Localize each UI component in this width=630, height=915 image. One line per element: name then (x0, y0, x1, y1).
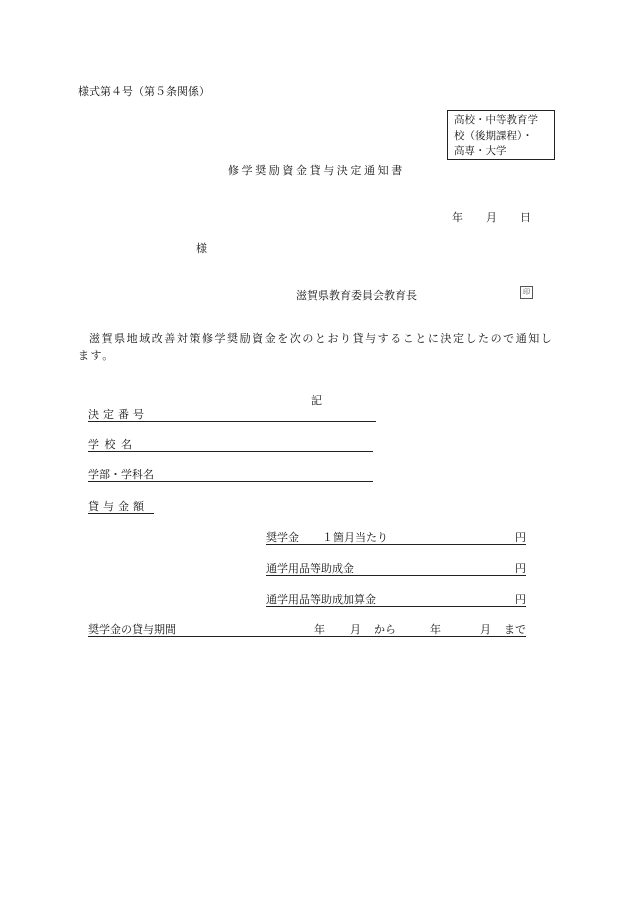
ki-heading: 記 (311, 394, 322, 407)
underline (88, 481, 373, 482)
underline (88, 636, 526, 637)
yen-unit: 円 (515, 531, 526, 544)
period-end-year: 年 (430, 623, 441, 636)
school-type-box (447, 110, 555, 160)
period-until: まで (504, 623, 526, 636)
date-year-label: 年 (452, 211, 463, 224)
yen-unit: 円 (515, 593, 526, 606)
yen-unit: 円 (515, 562, 526, 575)
underline (266, 575, 526, 576)
underline (88, 451, 373, 452)
underline (266, 544, 526, 545)
scholarship-amount-field[interactable] (266, 529, 526, 545)
amount-sublabel: １箇月当たり (322, 531, 388, 544)
school-type-line: 校（後期課程）・ (454, 129, 533, 142)
decision-number-label: 決定番号 (88, 408, 148, 421)
amount-label: 奨学金 (266, 531, 299, 544)
supplies-subsidy-field[interactable] (266, 560, 526, 576)
department-label: 学部・学科名 (88, 468, 154, 481)
form-number: 様式第４号（第５条関係） (78, 85, 210, 98)
school-name-field[interactable] (88, 436, 373, 452)
supplies-additional-subsidy-field[interactable] (266, 591, 526, 607)
loan-amount-heading (88, 498, 154, 514)
loan-period-field[interactable] (88, 621, 526, 637)
school-type-line: 高校・中等教育学 (454, 114, 538, 126)
underline (88, 513, 154, 514)
period-start-year: 年 (314, 623, 325, 636)
school-name-label: 学校名 (88, 438, 138, 451)
amount-label: 通学用品等助成金 (266, 562, 354, 575)
addressee-suffix: 様 (196, 242, 207, 255)
underline (88, 421, 376, 422)
issuer-name: 滋賀県教育委員会教育長 (296, 289, 417, 302)
seal-mark: 印 (520, 286, 533, 299)
date-month-label: 月 (486, 211, 497, 224)
department-field[interactable] (88, 466, 373, 482)
loan-period-label: 奨学金の貸与期間 (88, 623, 176, 636)
loan-amount-label: 貸与金額 (88, 500, 148, 513)
period-end-month: 月 (480, 623, 491, 636)
document-title: 修学奨励資金貸与決定通知書 (228, 164, 405, 177)
underline (266, 606, 526, 607)
amount-label: 通学用品等助成加算金 (266, 593, 376, 606)
decision-number-field[interactable] (88, 406, 376, 422)
date-day-label: 日 (520, 211, 531, 224)
period-start-month: 月 (350, 623, 361, 636)
body-text: 滋賀県地域改善対策修学奨励資金を次のとおり貸与することに決定したので通知します。 (78, 332, 554, 362)
school-type-line: 高専・大学 (454, 145, 507, 157)
period-from: から (374, 623, 396, 636)
